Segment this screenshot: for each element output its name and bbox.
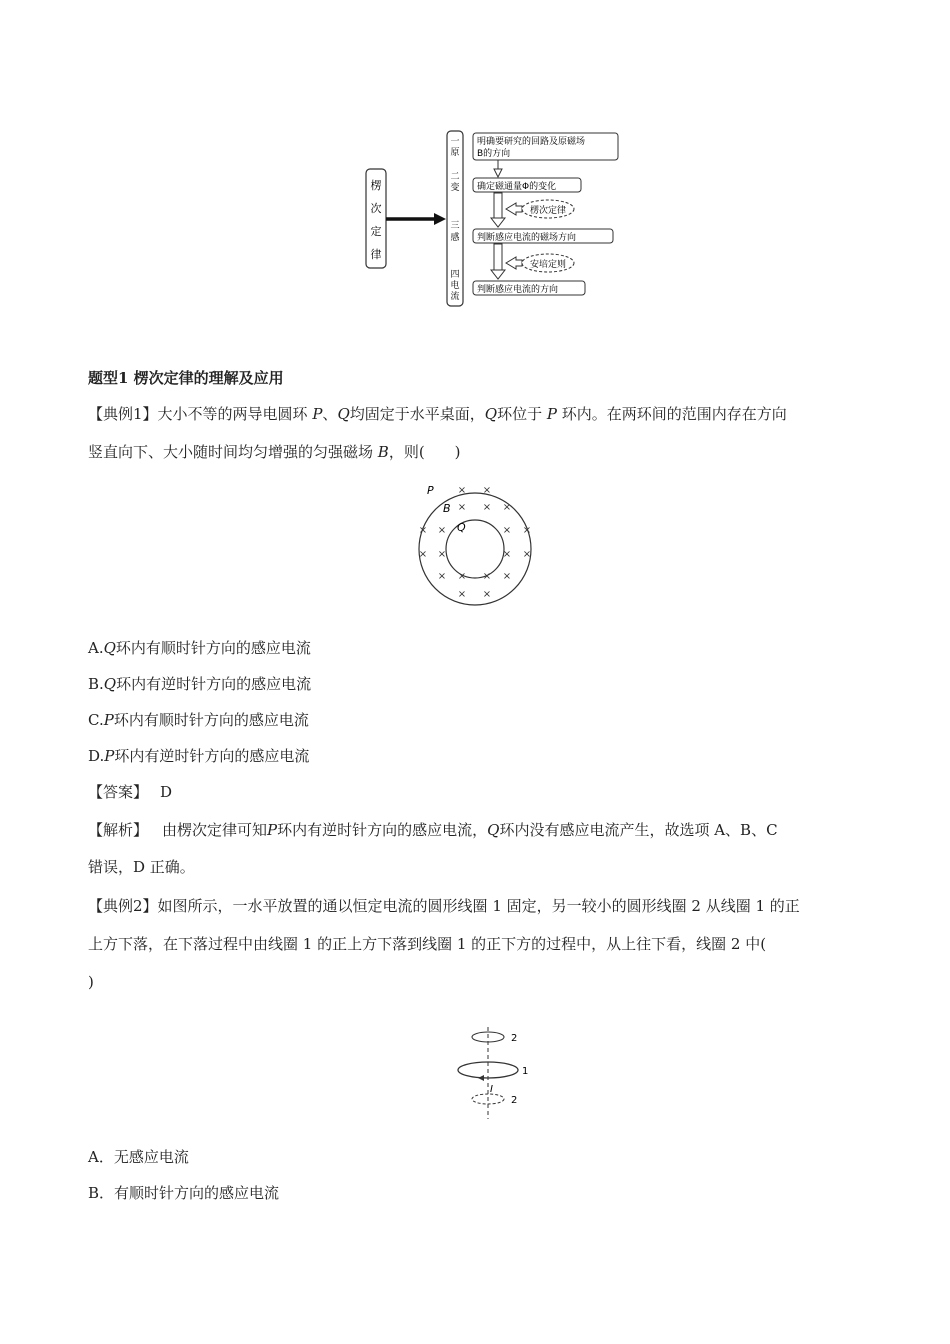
field-cross-marks — [419, 485, 531, 600]
ex1-analysis-line-1: 【解析】 由楞次定律可知P环内有逆时针方向的感应电流，Q环内没有感应电流产生，故选项 A、B、C — [88, 821, 778, 839]
field-cross-mark: × — [457, 571, 467, 582]
flow-box-4-text: 判断感应电流的方向 — [477, 285, 559, 295]
svg-text:2: 2 — [511, 1095, 518, 1106]
ex2-option-b[interactable]: B．有顺时针方向的感应电流 — [88, 1184, 280, 1202]
svg-text:1: 1 — [522, 1066, 529, 1077]
var-b: B — [377, 443, 389, 461]
field-cross-mark: × — [418, 549, 428, 560]
analysis-label: 【解析】 — [88, 821, 149, 839]
flow-arrow-1 — [494, 169, 502, 177]
field-cross-mark: × — [437, 525, 447, 536]
step-4-b: 电 — [450, 281, 460, 291]
main-concept-char-2: 次 — [370, 202, 382, 215]
field-cross-mark: × — [457, 485, 467, 496]
field-cross-mark: × — [457, 589, 467, 600]
step-1-b: 原 — [450, 148, 460, 158]
flow-hollow-arrow-3 — [494, 244, 502, 270]
field-cross-mark: × — [502, 525, 512, 536]
step-2-b: 变 — [450, 183, 460, 193]
field-cross-mark: × — [482, 571, 492, 582]
field-cross-mark: × — [437, 549, 447, 560]
ex1-option-a[interactable]: A.Q环内有顺时针方向的感应电流 — [88, 639, 311, 657]
main-concept-char-3: 定 — [370, 225, 382, 238]
flow-box-2-text: 确定磁通量Φ的变化 — [477, 182, 557, 192]
field-cross-mark: × — [437, 571, 447, 582]
example-2-line-2: 上方下落，在下落过程中由线圈 1 的正上方下落到线圈 1 的正下方的过程中，从上往下看，线圈 2 中( — [88, 935, 767, 953]
falling-coil-figure — [450, 1025, 530, 1121]
field-cross-mark: × — [502, 502, 512, 513]
step-3-a: 三 — [450, 221, 460, 231]
step-3-b: 感 — [450, 233, 460, 243]
main-arrow-head — [434, 213, 446, 225]
example-2-line-1: 【典例2】如图所示，一水平放置的通以恒定电流的圆形线圈 1 固定，另一较小的圆形线圈 2 从线圈 1 的正 — [88, 897, 800, 915]
outer-ring-p — [419, 493, 531, 605]
svg-text:I: I — [490, 1084, 493, 1095]
label-q: Q — [457, 521, 466, 534]
ring-magnetic-field-figure — [410, 478, 545, 608]
svg-text:2: 2 — [511, 1033, 518, 1044]
field-cross-mark: × — [482, 502, 492, 513]
example-2-label: 【典例2】 — [88, 897, 158, 915]
note-1-text: 楞次定律 — [529, 206, 567, 216]
example-2-line-3: ) — [88, 973, 94, 991]
field-cross-mark: × — [482, 589, 492, 600]
note-2-text: 安培定则 — [529, 260, 567, 270]
flow-hollow-arrow-2 — [494, 193, 502, 219]
var-p: P — [312, 405, 323, 423]
note-arrow-1 — [506, 203, 522, 215]
main-concept-char-4: 律 — [370, 248, 382, 261]
example-1-line-1: 【典例1】大小不等的两导电圆环 P、Q均固定于水平桌面，Q环位于 P 环内。在两环间的范围内存在方向 — [88, 405, 787, 423]
field-cross-mark: × — [522, 549, 532, 560]
flow-box-3-text: 判断感应电流的磁场方向 — [477, 233, 577, 243]
field-cross-mark: × — [502, 549, 512, 560]
answer-label: 【答案】 — [88, 783, 149, 801]
field-cross-mark: × — [418, 525, 428, 536]
ex1-option-d[interactable]: D.P环内有逆时针方向的感应电流 — [88, 747, 310, 765]
field-cross-mark: × — [457, 502, 467, 513]
example-1-line-2: 竖直向下、大小随时间均匀增强的匀强磁场 B，则( ) — [88, 443, 461, 461]
flow-box-1-line-1: 明确要研究的回路及原磁场 — [477, 137, 586, 147]
step-4-a: 四 — [450, 270, 460, 280]
ex1-option-c[interactable]: C.P环内有顺时针方向的感应电流 — [88, 711, 309, 729]
ex1-option-b[interactable]: B.Q环内有逆时针方向的感应电流 — [88, 675, 312, 693]
lenz-law-flow-diagram — [360, 125, 625, 310]
field-cross-mark: × — [502, 571, 512, 582]
var-q: Q — [337, 405, 350, 423]
step-2-a: 二 — [450, 172, 460, 182]
answer-value: D — [160, 783, 173, 801]
note-arrow-2 — [506, 257, 522, 269]
section-title: 题型1 楞次定律的理解及应用 — [88, 369, 284, 387]
ex1-analysis-line-2: 错误，D 正确。 — [88, 858, 195, 876]
flow-arrow-2 — [491, 218, 505, 227]
flow-box-1-line-2: B的方向 — [477, 149, 511, 159]
field-cross-mark: × — [482, 485, 492, 496]
label-b: B — [443, 502, 451, 515]
step-4-c: 流 — [450, 292, 460, 302]
flow-arrow-3 — [491, 270, 505, 279]
current-arrow-icon — [478, 1075, 484, 1081]
ex1-answer — [88, 782, 172, 802]
inner-ring-q — [446, 520, 504, 578]
main-concept-char-1: 楞 — [370, 179, 382, 192]
ex2-option-a[interactable]: A．无感应电流 — [88, 1148, 189, 1166]
step-1-a: 一 — [450, 137, 460, 147]
label-p: P — [427, 484, 434, 497]
example-1-label: 【典例1】 — [88, 405, 158, 423]
field-cross-mark: × — [522, 525, 532, 536]
